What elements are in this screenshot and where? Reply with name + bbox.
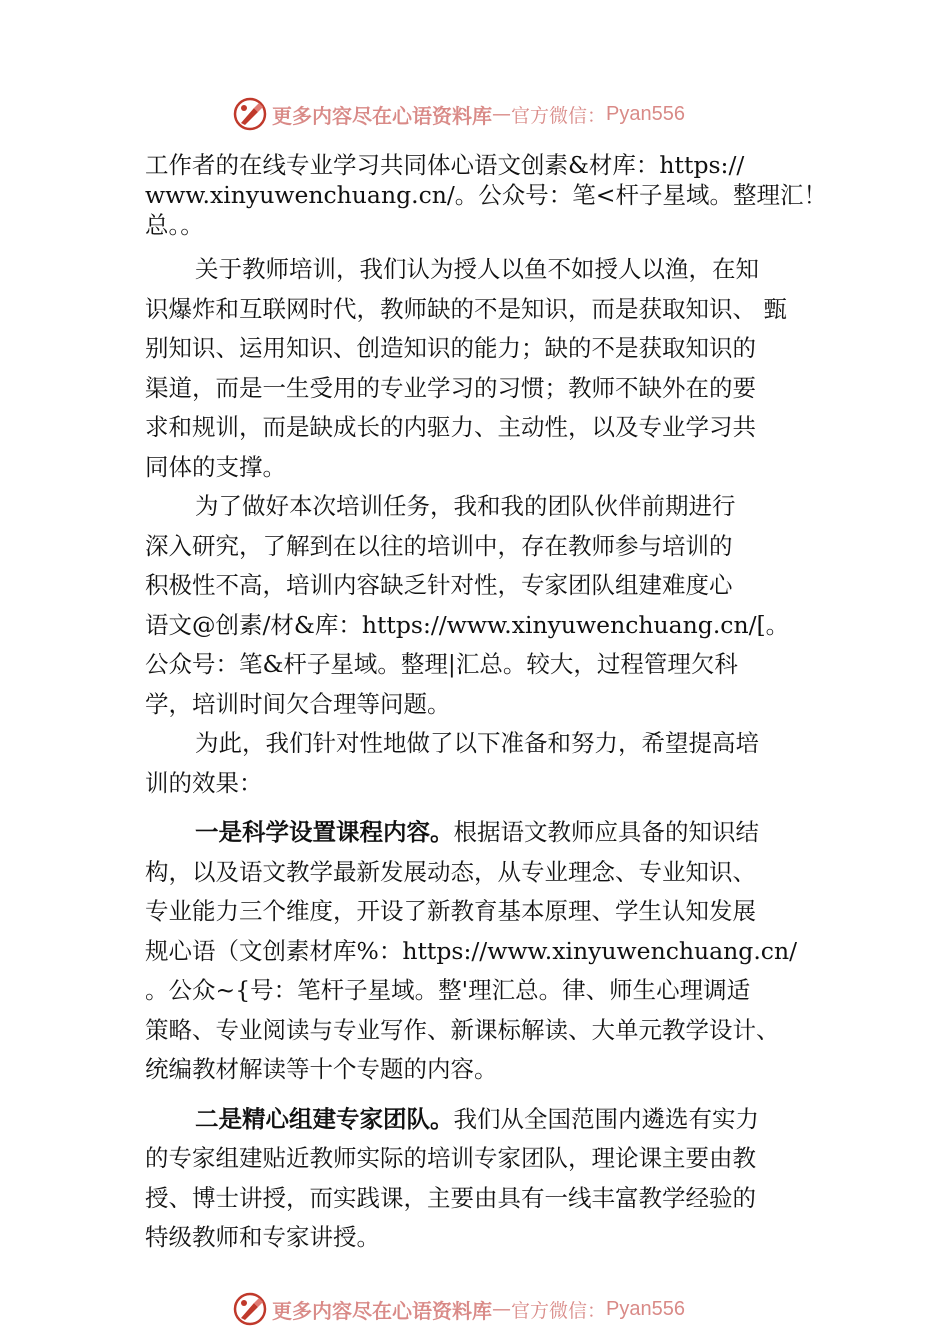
text-line: 积极性不高，培训内容缺乏针对性，专家团队组建难度心 xyxy=(145,571,733,599)
text-line: 训的效果： xyxy=(145,768,263,797)
watermark-wechat-id: Pyan556 xyxy=(606,102,685,125)
text-line: 学，培训时间欠合理等问题。 xyxy=(145,689,451,718)
text-line: 构，以及语文教学最新发展动态，从专业理念、专业知识、 xyxy=(145,857,756,886)
text-line: 识爆炸和互联网时代，教师缺的不是知识，而是获取知识、 甄 xyxy=(145,294,787,323)
text-line: 统编教材解读等十个专题的内容。 xyxy=(145,1055,498,1083)
text-line: 公众号：笔&杆子星域。整理|汇总。较大，过程管理欠科 xyxy=(145,650,738,678)
text-line: 为了做好本次培训任务，我和我的团队伙伴前期进行 xyxy=(195,492,736,520)
pen-nib-logo-icon xyxy=(232,1291,268,1327)
text-line: 别知识、运用知识、创造知识的能力；缺的不是获取知识的 xyxy=(145,334,756,362)
watermark-main-text: 更多内容尽在心语资料库 xyxy=(272,103,492,128)
text-span: 根据语文教师应具备的知识结 xyxy=(453,818,759,846)
text-line xyxy=(145,1100,813,1140)
watermark-official-label: 官方微信： xyxy=(511,104,607,127)
paragraph-gap xyxy=(145,240,813,250)
text-line: 授、博士讲授，而实践课，主要由具有一线丰富教学经验的 xyxy=(145,1183,756,1212)
text-line: 策略、专业阅读与专业写作、新课标解读、大单元教学设计、 xyxy=(145,1015,780,1044)
footer-watermark xyxy=(232,1289,752,1329)
text-line xyxy=(145,813,813,853)
watermark-official-label: 官方微信： xyxy=(511,1299,607,1322)
text-line: 深入研究，了解到在以往的培训中，存在教师参与培训的 xyxy=(145,531,733,560)
text-line: 的专家组建贴近教师实际的培训专家团队，理论课主要由教 xyxy=(145,1144,756,1172)
text-span: 我们从全国范围内遴选有实力 xyxy=(453,1104,759,1133)
text-line: www.xinyuwenchuang.cn/。公众号：笔<杆子星域。整理汇！ xyxy=(145,181,827,209)
text-line: 规心语（文创素材库%：https://www.xinyuwenchuang.cn/ xyxy=(145,936,798,965)
text-line: 同体的支撑。 xyxy=(145,452,286,481)
watermark-main-text: 更多内容尽在心语资料库 xyxy=(272,1298,492,1323)
paragraph-gap xyxy=(145,803,813,813)
text-line: 总。。 xyxy=(145,211,204,239)
paragraph-gap xyxy=(145,1090,813,1100)
watermark-dash: — xyxy=(492,1298,511,1320)
text-line: 关于教师培训，我们认为授人以鱼不如授人以渔，在知 xyxy=(195,255,759,283)
pen-nib-logo-icon xyxy=(232,96,268,132)
header-watermark xyxy=(232,94,752,134)
text-line: 工作者的在线专业学习共同体心语文创素&材库：https:// xyxy=(145,151,745,179)
text-line: 求和规训，而是缺成长的内驱力、主动性，以及专业学习共 xyxy=(145,413,756,441)
text-line: 。公众~{号：笔杆子星域。整'理汇总。律、师生心理调适 xyxy=(145,976,751,1004)
text-line: 渠道，而是一生受用的专业学习的习惯；教师不缺外在的要 xyxy=(145,373,756,402)
text-line: 特级教师和专家讲授。 xyxy=(145,1223,380,1251)
document-body xyxy=(145,150,827,1258)
text-line: 语文@创素/材&库：https://www.xinyuwenchuang.cn/[。 xyxy=(145,610,790,639)
section-heading-1: 一是科学设置课程内容。 xyxy=(195,818,454,846)
watermark-wechat-id: Pyan556 xyxy=(606,1297,685,1320)
watermark-dash: — xyxy=(492,103,511,125)
text-line: 为此，我们针对性地做了以下准备和努力，希望提高培 xyxy=(195,729,759,757)
section-heading-2: 二是精心组建专家团队。 xyxy=(195,1104,454,1133)
text-line: 专业能力三个维度，开设了新教育基本原理、学生认知发展 xyxy=(145,897,756,925)
